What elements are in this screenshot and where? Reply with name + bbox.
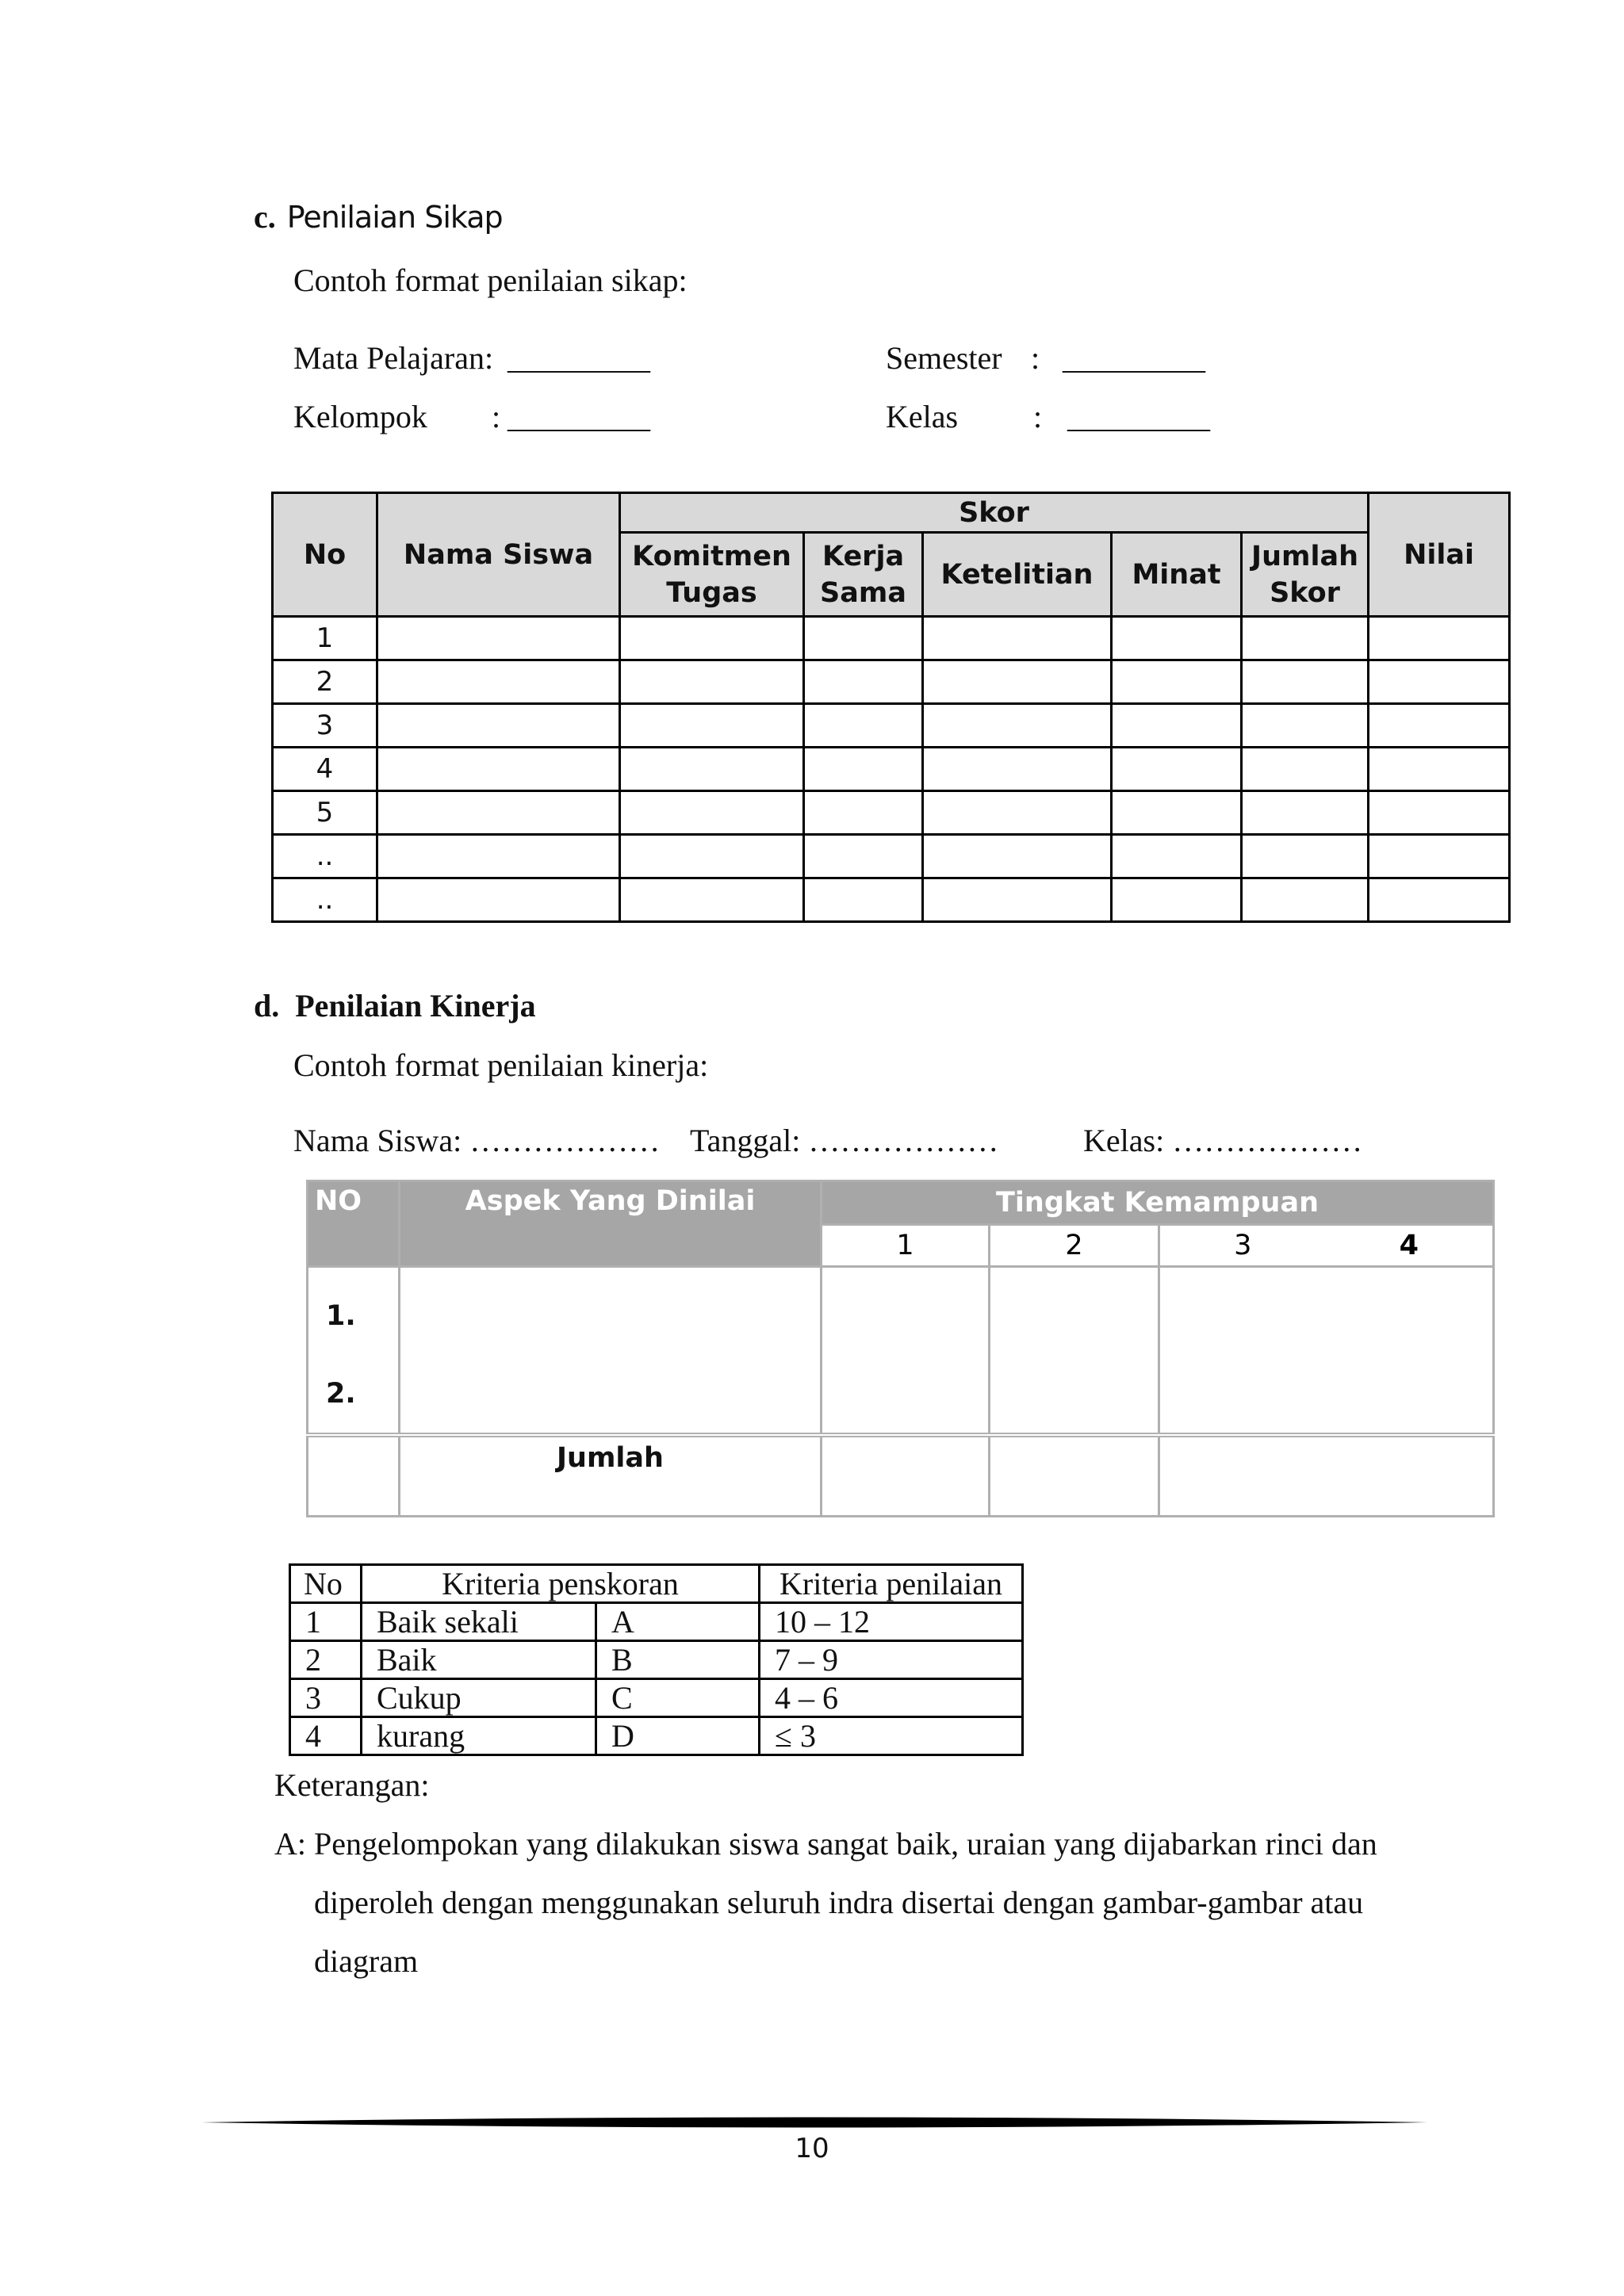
sikap-table [271, 492, 1511, 923]
kelompok-label: Kelompok [293, 399, 427, 434]
keterangan-line-2: diperoleh dengan menggunakan seluruh indra disertai dengan gambar-gambar atau [314, 1885, 1364, 1920]
kinerja-col-no: NO [308, 1181, 400, 1267]
col-ketelitian: Ketelitian [923, 533, 1112, 617]
kriteria-col-penilaian: Kriteria penilaian [760, 1565, 1023, 1603]
kelas-colon: : [1033, 399, 1043, 434]
table-row [273, 617, 1510, 660]
table-row [290, 1679, 1023, 1717]
kelompok-blank: _________ [508, 399, 650, 434]
item-2: 2. [326, 1378, 356, 1410]
row-number: 4 [273, 748, 377, 791]
kriteria-no: 2 [290, 1641, 362, 1679]
kriteria-label: Baik sekali [362, 1603, 596, 1641]
section-c-heading [254, 198, 503, 235]
kriteria-grade: D [596, 1717, 760, 1755]
kelas-field: Kelas: ……………… [1083, 1123, 1363, 1158]
item-1: 1. [326, 1300, 356, 1332]
section-d-heading [254, 987, 536, 1024]
kriteria-label: kurang [362, 1717, 596, 1755]
level-4: 4 [1326, 1225, 1494, 1267]
section-c-title: Penilaian Sikap [286, 200, 503, 235]
kinerja-col-aspek: Aspek Yang Dinilai [400, 1181, 822, 1267]
section-d-intro: Contoh format penilaian kinerja: [293, 1047, 709, 1083]
keterangan-label: Keterangan: [274, 1767, 430, 1803]
keterangan-line-1: A: Pengelompokan yang dilakukan siswa sangat baik, uraian yang dijabarkan rinci dan [274, 1826, 1377, 1862]
section-d-letter: d. [254, 988, 280, 1024]
semester-blank: _________ [1063, 340, 1205, 376]
level-1: 1 [822, 1225, 990, 1267]
keterangan-line-3: diagram [314, 1943, 419, 1979]
kriteria-col-no: No [290, 1565, 362, 1603]
semester-label: Semester [886, 340, 1002, 376]
tanggal-field: Tanggal: ……………… [690, 1123, 999, 1158]
table-row [290, 1717, 1023, 1755]
level-2: 2 [990, 1225, 1159, 1267]
semester-colon: : [1031, 340, 1040, 376]
kriteria-label: Cukup [362, 1679, 596, 1717]
row-number: 3 [273, 704, 377, 748]
row-number: .. [273, 835, 377, 878]
section-c-letter: c. [254, 199, 276, 235]
table-row [273, 748, 1510, 791]
table-row [273, 704, 1510, 748]
col-komitmen-tugas: Komitmen Tugas [620, 533, 804, 617]
kriteria-table [289, 1563, 1024, 1756]
table-row [273, 660, 1510, 704]
level-3: 3 [1159, 1225, 1326, 1267]
kriteria-grade: C [596, 1679, 760, 1717]
nama-siswa-field: Nama Siswa: ……………… [293, 1123, 661, 1158]
mata-pelajaran-label: Mata Pelajaran: [293, 340, 494, 376]
kelompok-colon: : [492, 399, 501, 434]
table-row [290, 1641, 1023, 1679]
kriteria-no: 3 [290, 1679, 362, 1717]
kriteria-no: 4 [290, 1717, 362, 1755]
row-number: .. [273, 878, 377, 922]
kinerja-table [306, 1180, 1495, 1517]
footer-rule [200, 2115, 1427, 2130]
kriteria-no: 1 [290, 1603, 362, 1641]
kelas-blank: _________ [1067, 399, 1210, 434]
section-c-intro: Contoh format penilaian sikap: [293, 262, 688, 298]
row-number: 2 [273, 660, 377, 704]
mata-pelajaran-blank: _________ [508, 340, 650, 376]
kriteria-col-penskoran: Kriteria penskoran [362, 1565, 760, 1603]
kriteria-range: 10 – 12 [760, 1603, 1023, 1641]
col-nilai: Nilai [1369, 493, 1510, 617]
col-kerja-sama: Kerja Sama [804, 533, 923, 617]
row-number: 5 [273, 791, 377, 835]
jumlah-label: Jumlah [400, 1435, 822, 1516]
col-skor-group: Skor [620, 493, 1369, 533]
kriteria-range: 4 – 6 [760, 1679, 1023, 1717]
row-number: 1 [273, 617, 377, 660]
kelas-label: Kelas [886, 399, 959, 434]
col-no: No [273, 493, 377, 617]
table-row [273, 791, 1510, 835]
kinerja-col-tingkat: Tingkat Kemampuan [822, 1181, 1494, 1225]
table-row [290, 1603, 1023, 1641]
page-number: 10 [795, 2133, 829, 2164]
table-row [273, 835, 1510, 878]
section-d-title: Penilaian Kinerja [295, 988, 536, 1024]
kriteria-grade: B [596, 1641, 760, 1679]
kriteria-label: Baik [362, 1641, 596, 1679]
col-minat: Minat [1112, 533, 1242, 617]
table-row [273, 878, 1510, 922]
kriteria-range: 7 – 9 [760, 1641, 1023, 1679]
kriteria-grade: A [596, 1603, 760, 1641]
kinerja-items [308, 1267, 400, 1436]
col-nama-siswa: Nama Siswa [377, 493, 620, 617]
col-jumlah-skor: Jumlah Skor [1242, 533, 1369, 617]
kriteria-range: ≤ 3 [760, 1717, 1023, 1755]
